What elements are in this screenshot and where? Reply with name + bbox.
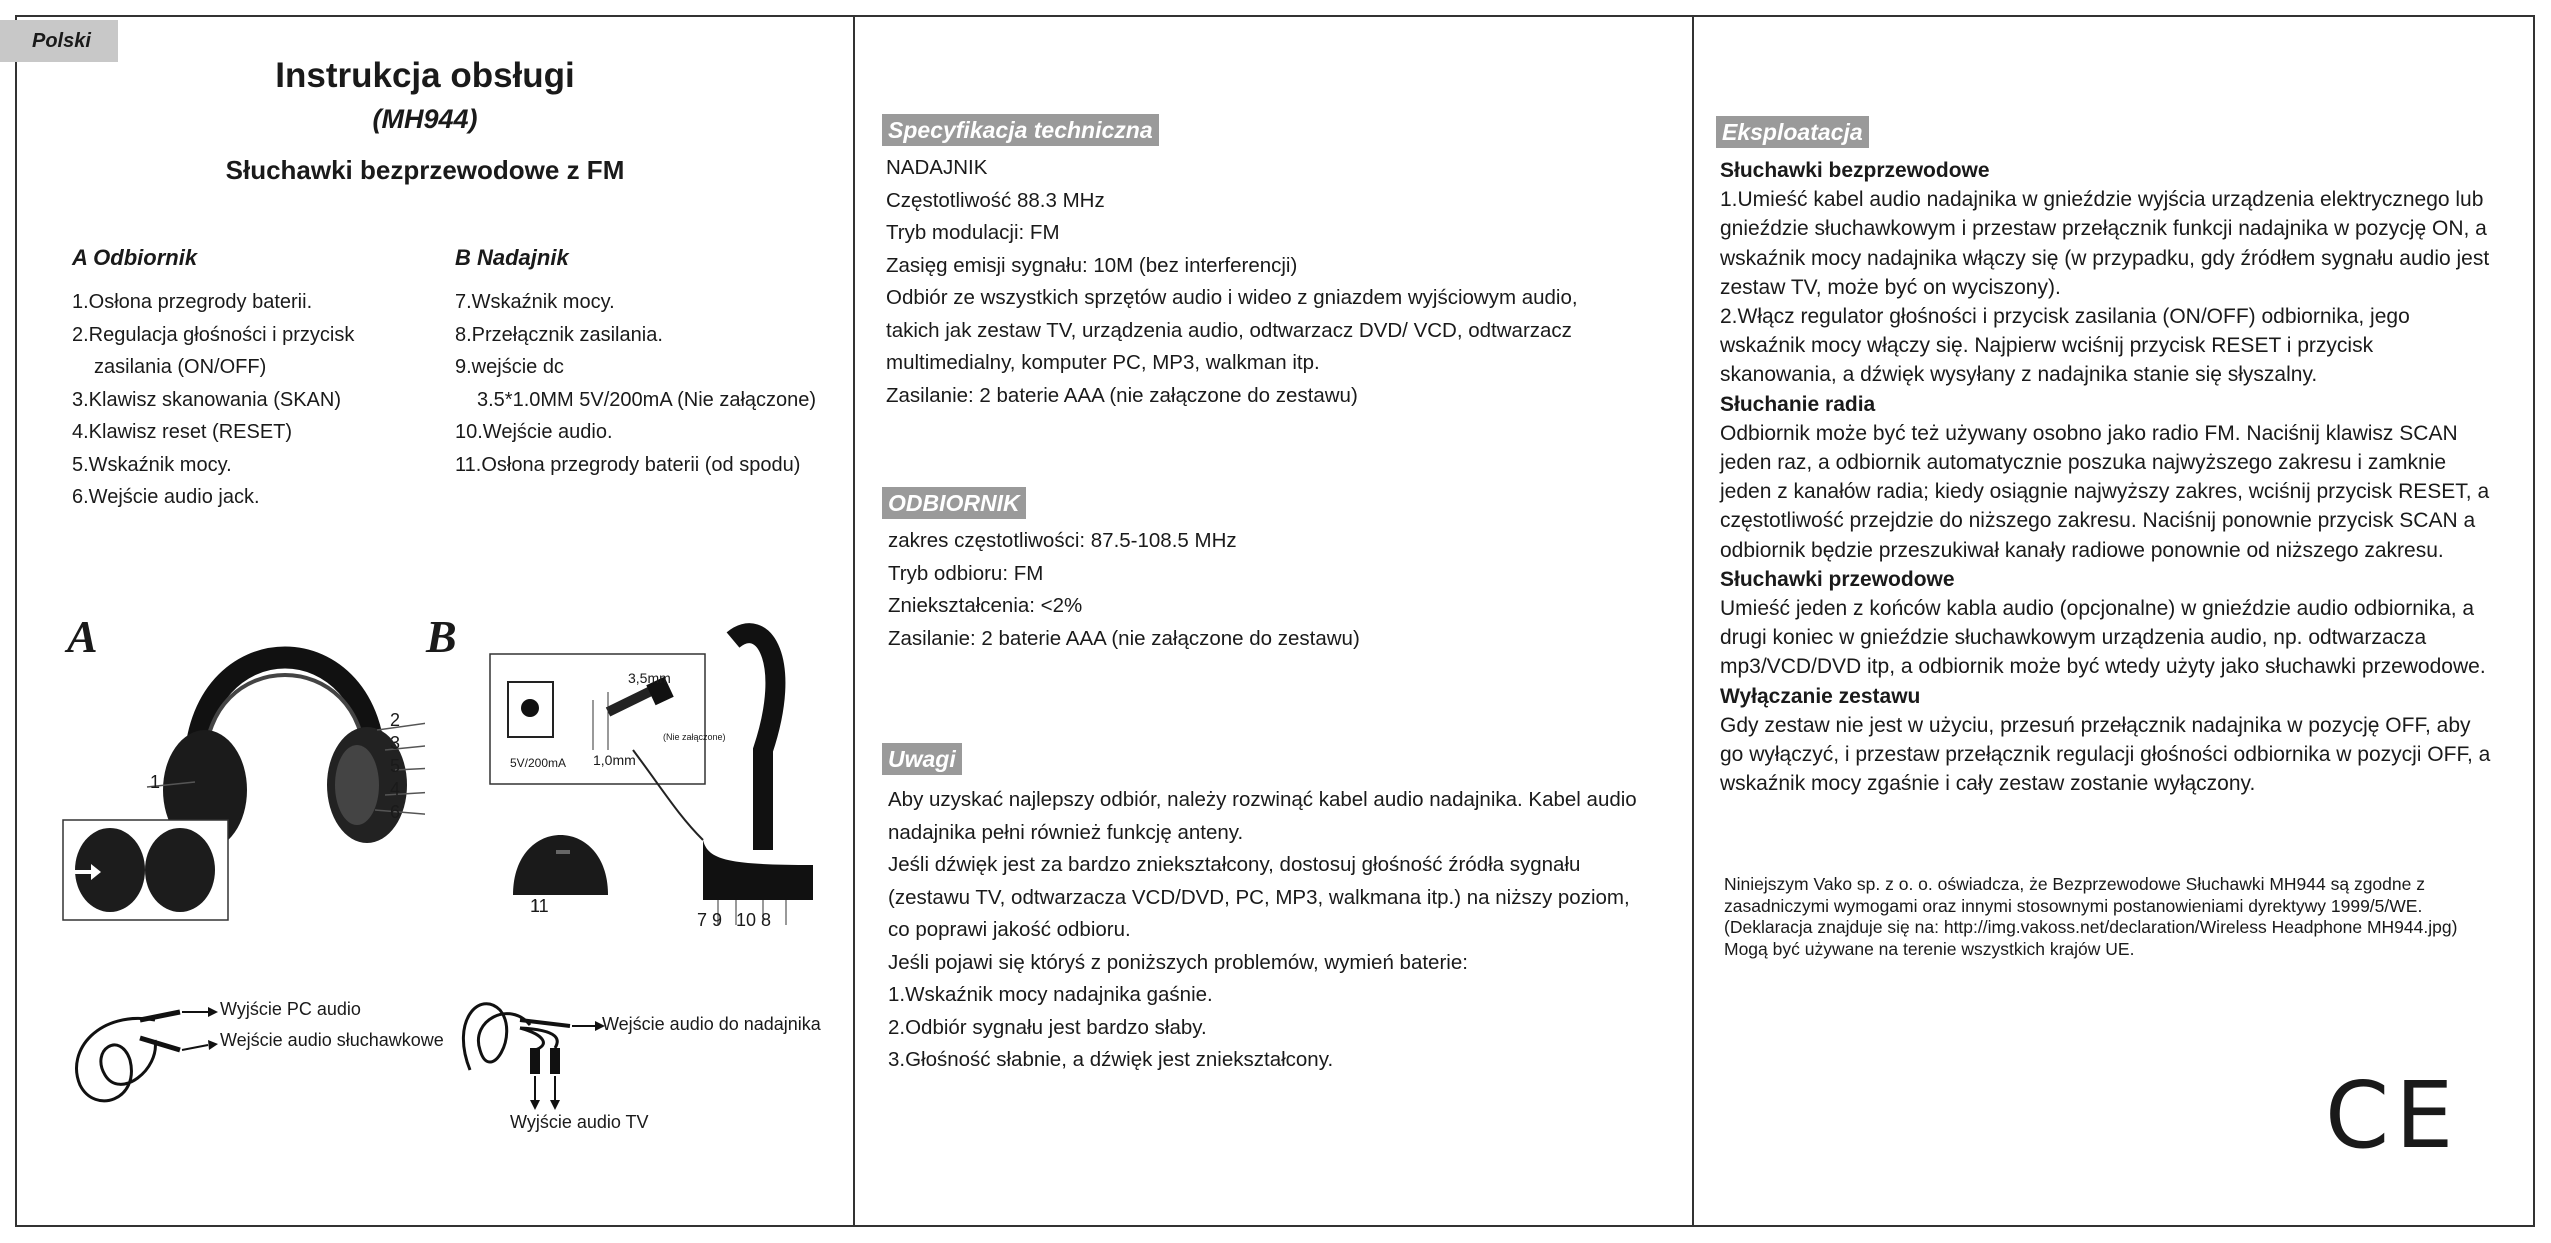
cable-rca [450,990,840,1140]
operation-line: wskaźnik mocy włączy się. Najpierw wciśnij przycisk RESET i przycisk [1720,334,2374,358]
spec-line: Zasilanie: 2 baterie AAA (nie załączone do zestawu) [886,383,1358,407]
operation-line: Gdy zestaw nie jest w użyciu, przesuń przełącznik nadajnika w pozycję OFF, aby [1720,713,2471,737]
note-line: 1.Wskaźnik mocy nadajnika gaśnie. [888,983,1213,1006]
spec-line: takich jak zestaw TV, urządzenia audio, odtwarzacz DVD/ VCD, odtwarzacz [886,318,1572,342]
note-line: 2.Odbiór sygnału jest bardzo słaby. [888,1015,1207,1039]
dc-rating: 5V/200mA [510,756,567,770]
spec-line: Odbiór ze wszystkich sprzętów audio i wideo z gniazdem wyjściowym audio, [886,286,1578,309]
not-included-note: (Nie załączone) [663,732,726,742]
list-item: 1.Osłona przegrody baterii. [72,291,313,313]
callout-4: 4 [390,779,401,799]
operation-line: częstotliwość przejdzie do niższego zakresu. Naciśnij ponownie przycisk SCAN a [1720,509,2476,533]
list-item: 3.5*1.0MM 5V/200mA (Nie załączone) [477,388,817,411]
operation-line: mp3/VCD/DVD itp, a odbiornik może być wtedy użyty jako słuchawki przewodowe. [1720,655,2486,679]
callout-6: 6 [390,802,401,822]
note-line: nadajnika pełni również funkcję anteny. [888,820,1244,844]
transmitter-parts-list [455,286,816,481]
callout-7: 7 [697,910,708,930]
declaration-line: zasadniczymi wymogami oraz innymi stosownymi postanowieniami dyrektywy 1999/5/WE. [1724,895,2423,916]
operation-line: go wyłączyć, i przestaw przełącznik regulacji głośności odbiornika w pozycji OFF, a [1720,743,2491,767]
callout-2: 2 [390,710,401,730]
spec-text [886,152,1578,412]
callout-1: 1 [150,772,161,792]
list-item: 4.Klawisz reset (RESET) [72,421,293,443]
note-line: Aby uzyskać najlepszy odbiór, należy rozwinąć kabel audio nadajnika. Kabel audio [888,788,1637,811]
operation-line: jeden z kanałów radia; kiedy osiągnie najwyższy zakres, wciśnij przycisk RESET, a [1720,480,2490,504]
list-item: 11.Osłona przegrody baterii (od spodu) [455,453,801,476]
receiver-spec-text [888,525,1360,655]
conformity-declaration [1724,874,2457,960]
callout-9: 9 [712,910,723,930]
spec-line: NADAJNIK [886,156,988,179]
note-line: co poprawi jakość odbioru. [888,918,1131,941]
operation-line: zestaw TV, może być on wyciszony). [1720,275,2061,299]
notes-text [888,784,1637,1077]
radio-heading: Słuchanie radia [1720,392,1876,416]
notes-section-label: Uwagi [882,743,962,775]
list-item: 10.Wejście audio. [455,421,613,443]
receiver-spec-label: ODBIORNIK [882,487,1026,519]
figure-headphones [55,600,425,930]
callout-11: 11 [530,896,549,916]
figure-transmitter [418,600,818,930]
list-item: 3.Klawisz skanowania (SKAN) [72,388,341,411]
operation-line: gnieździe słuchawkowym i przestaw przełącznik funkcji nadajnika w pozycję ON, a [1720,217,2487,241]
spec-section-label: Specyfikacja techniczna [882,114,1159,146]
note-line: Jeśli dźwięk jest za bardzo zniekształcony, dostosuj głośność źródła sygnału [888,853,1581,876]
cable-label-transmitter-in: Wejście audio do nadajnika [602,1014,821,1034]
spec-line: Zniekształcenia: <2% [888,594,1083,617]
note-line: (zestawu TV, odtwarzacza VCD/DVD, PC, MP3, walkmana itp.) na niższy poziom, [888,885,1630,909]
spec-line: Zasięg emisji sygnału: 10M (bez interferencji) [886,253,1298,277]
list-item: 6.Wejście audio jack. [72,486,260,508]
headphones-illustration [55,600,425,930]
model-number: (MH944) [372,104,478,134]
callout-10: 10 [736,910,757,930]
manual-title: Instrukcja obsługi [275,56,575,95]
callout-3: 3 [390,733,401,753]
declaration-line: (Deklaracja znajduje się na: http://img.vakoss.net/declaration/Wireless Headphone MH944.jpg) [1724,917,2458,937]
callout-5: 5 [390,756,401,776]
operation-line: 2.Włącz regulator głośności i przycisk zasilania (ON/OFF) odbiornika, jego [1720,305,2410,329]
list-item: 8.Przełącznik zasilania. [455,323,663,346]
operation-line: wskaźnik mocy zgaśnie i cały zestaw zostanie wyłączony. [1720,772,2256,796]
operation-line: odbiornik będzie przeszukiwał kanały radiowe ponownie od niższego zakresu. [1720,538,2444,562]
receiver-parts-list [72,286,354,514]
operation-line: Umieść jeden z końców kabla audio (opcjonalne) w gnieździe audio odbiornika, a [1720,597,2475,621]
language-tab: Polski [0,20,118,62]
list-item: 5.Wskaźnik mocy. [72,453,232,476]
note-line: 3.Głośność słabnie, a dźwięk jest zniekształcony. [888,1048,1334,1071]
receiver-heading: A Odbiornik [72,245,198,270]
fold-line-left [853,15,855,1227]
operation-line: drugi koniec w gnieździe słuchawkowym urządzenia audio, np. odtwarzacza [1720,626,2427,650]
operation-line: skanowania, a dźwięk wysyłany z nadajnika stanie się słyszalny. [1720,363,2318,387]
dimension-1-0mm: 1,0mm [593,752,636,768]
spec-line: Częstotliwość 88.3 MHz [886,188,1105,212]
figure-a-letter: A [67,611,98,662]
list-item: 2.Regulacja głośności i przycisk [72,323,355,346]
operation-section-label: Eksploatacja [1716,116,1869,148]
dimension-3-5mm: 3,5mm [628,670,671,686]
spec-line: zakres częstotliwości: 87.5-108.5 MHz [888,529,1237,552]
list-item: 7.Wskaźnik mocy. [455,291,615,313]
operation-line: Odbiornik może być też używany osobno jako radio FM. Naciśnij klawisz SCAN [1720,421,2458,445]
spec-line: Zasilanie: 2 baterie AAA (nie załączone do zestawu) [888,626,1360,650]
note-line: Jeśli pojawi się któryś z poniższych problemów, wymień baterie: [888,950,1468,974]
transmitter-heading: B Nadajnik [455,245,569,270]
figure-b-letter: B [426,611,457,662]
list-item: zasilania (ON/OFF) [94,356,267,378]
product-subtitle: Słuchawki bezprzewodowe z FM [225,155,625,185]
declaration-line: Niniejszym Vako sp. z o. o. oświadcza, że Bezprzewodowe Słuchawki MH944 są zgodne z [1724,874,2425,894]
power-off-heading: Wyłączanie zestawu [1720,684,1921,708]
callout-8: 8 [761,910,772,930]
spec-line: Tryb modulacji: FM [886,221,1060,244]
wireless-heading: Słuchawki bezprzewodowe [1720,159,1990,182]
cable-label-headphone-in: Wejście audio słuchawkowe [220,1030,444,1050]
cable-label-pc-out: Wyjście PC audio [220,999,361,1019]
operation-line: jeden raz, a odbiornik automatycznie poszuka najwyższego zakresu i zamknie [1720,451,2447,475]
cable-label-tv-out: Wyjście audio TV [510,1112,649,1132]
wired-heading: Słuchawki przewodowe [1720,567,1955,591]
list-item: 9.wejście dc [455,356,564,378]
ce-mark: CE [2325,1062,2460,1169]
fold-line-right [1692,15,1694,1227]
declaration-line: Mogą być używane na terenie wszystkich krajów UE. [1724,938,2135,959]
spec-line: multimedialny, komputer PC, MP3, walkman itp. [886,351,1320,374]
operation-line: 1.Umieść kabel audio nadajnika w gnieździe wyjścia urządzenia elektrycznego lub [1720,188,2484,212]
spec-line: Tryb odbioru: FM [888,561,1044,585]
operation-line: wskaźnik mocy nadajnika włączy się (w przypadku, gdy źródłem sygnału audio jest [1720,246,2490,270]
cable-jack-to-jack [60,990,460,1125]
operation-text [1720,156,2490,798]
